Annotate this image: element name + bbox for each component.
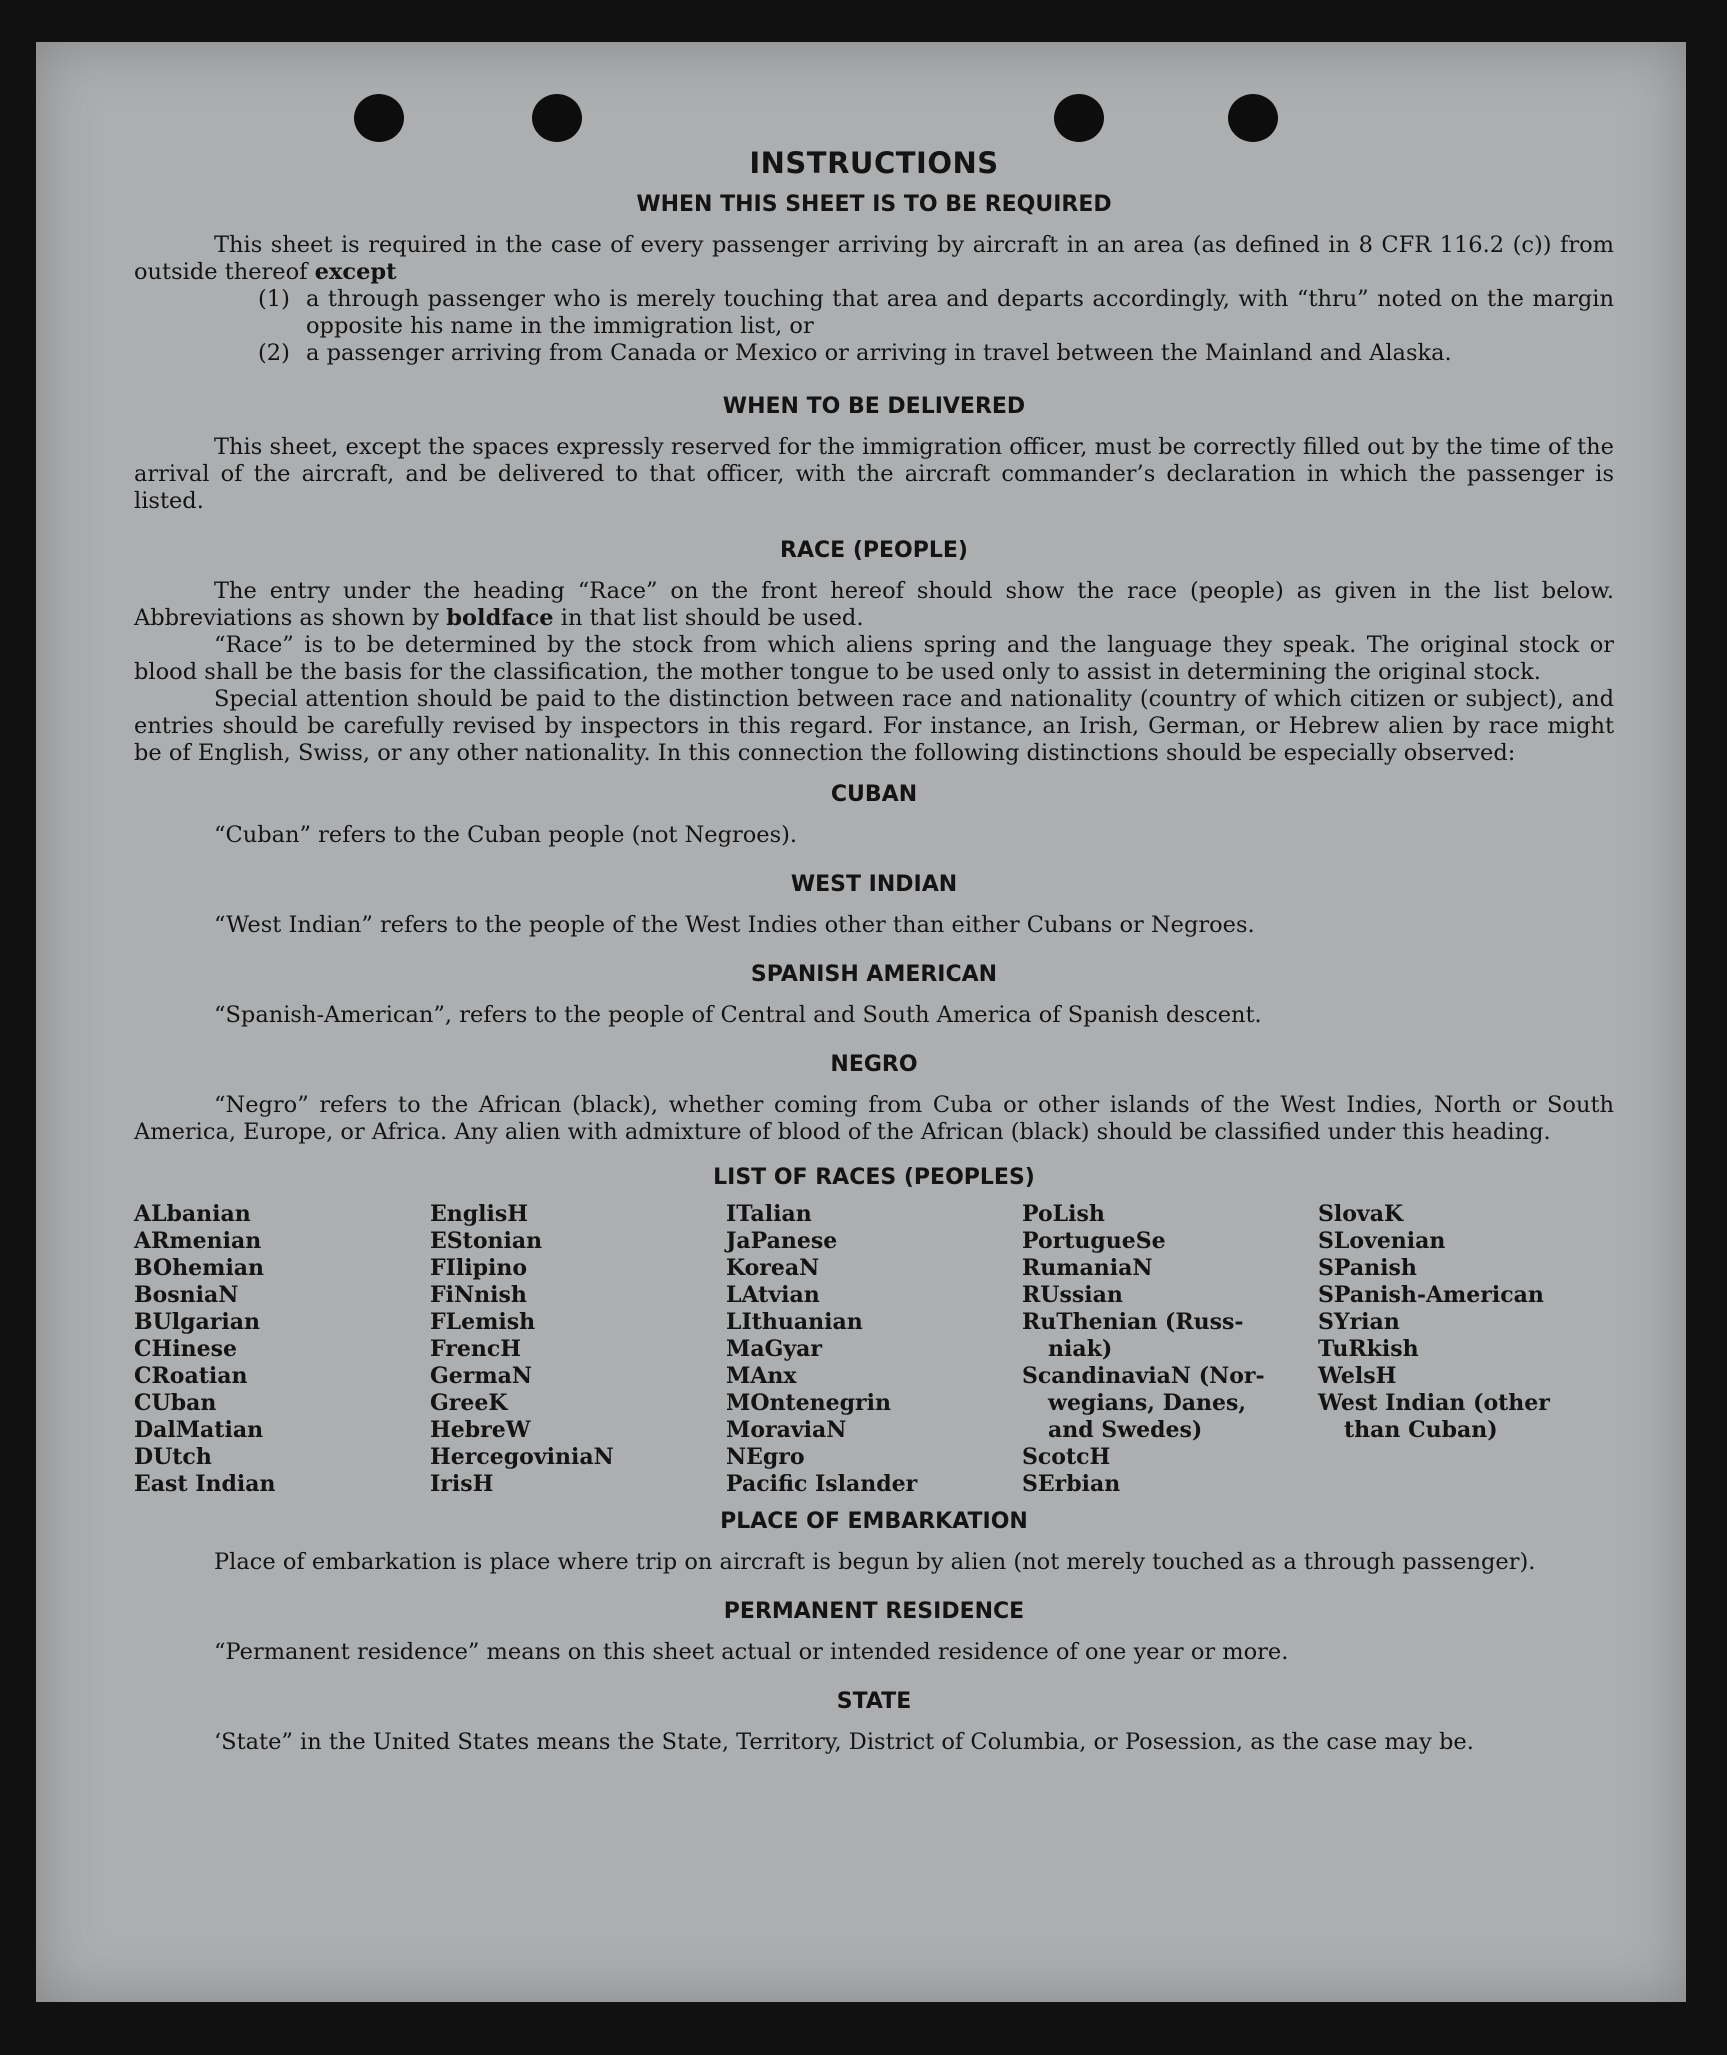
race-entry: GermaN: [430, 1363, 533, 1389]
race-entry: SPanish: [1318, 1255, 1417, 1281]
races-column-2: [430, 1201, 726, 1498]
race-entry: MaGyar: [726, 1336, 823, 1362]
race-entry: WelsH: [1318, 1363, 1397, 1389]
list-item: [258, 286, 1614, 340]
document-sheet: [36, 42, 1686, 2002]
race-entry: BOhemian: [134, 1255, 265, 1281]
race-entry: FLemish: [430, 1309, 536, 1335]
west-indian-text: “West Indian” refers to the people of the West Indies other than either Cubans or Negroes.: [214, 912, 1255, 938]
section-heading-spanish-american: SPANISH AMERICAN: [750, 962, 998, 987]
race-entry: CRoatian: [134, 1363, 248, 1389]
race-entry: KoreaN: [726, 1255, 820, 1281]
punch-hole: [354, 94, 404, 142]
race-entry: SLovenian: [1318, 1228, 1446, 1254]
race-entry: MoraviaN: [726, 1417, 847, 1443]
document-body: [134, 146, 1614, 1756]
race-entry: FrencH: [430, 1336, 521, 1362]
race-paragraph-2: “Race” is to be determined by the stock from which aliens spring and the language they speak. The original stock or blood shall be the basis for the classification, the mother tongue to be used only to assist in determining the original stock.: [134, 632, 1614, 685]
race-entry: FiNnish: [430, 1282, 527, 1308]
race-entry: RUssian: [1022, 1282, 1123, 1308]
races-column-1: [134, 1201, 430, 1498]
race-entry: ScotcH: [1022, 1444, 1111, 1470]
item-text: a passenger arriving from Canada or Mexico or arriving in travel between the Mainland and Alaska.: [306, 340, 1452, 366]
race-entry: DalMatian: [134, 1417, 264, 1443]
page-title: INSTRUCTIONS: [749, 146, 999, 180]
race-entry: HebreW: [430, 1417, 531, 1443]
required-intro-text: This sheet is required in the case of every passenger arriving by aircraft in an area (as defined in 8 CFR 116.2 (c)) from outside thereof: [134, 232, 1614, 285]
section-heading-west-indian: WEST INDIAN: [790, 872, 958, 897]
race-entry: TuRkish: [1318, 1336, 1419, 1362]
cuban-text: “Cuban” refers to the Cuban people (not Negroes).: [214, 822, 798, 848]
punch-hole: [532, 94, 582, 142]
spanish-american-text: “Spanish-American”, refers to the people of Central and South America of Spanish descent.: [214, 1002, 1262, 1028]
race-entry: SErbian: [1022, 1471, 1121, 1497]
race-entry: East Indian: [134, 1471, 276, 1497]
race-entry: RuThenian (Russ-: [1022, 1309, 1244, 1335]
delivered-text: This sheet, except the spaces expressly reserved for the immigration officer, must be correctly filled out by the time of the arrival of the aircraft, and be delivered to that officer, with the aircraft commander’s declaration in which the passenger is listed.: [134, 434, 1614, 514]
race-entry: CUban: [134, 1390, 217, 1416]
race-entry: West Indian (other: [1318, 1390, 1550, 1416]
punch-hole: [1054, 94, 1104, 142]
item-text: a through passenger who is merely touching that area and departs accordingly, with “thru” noted on the margin opposite his name in the immigration list, or: [306, 286, 1614, 339]
section-heading-negro: NEGRO: [830, 1052, 918, 1077]
race-entry: ScandinaviaN (Nor-: [1022, 1363, 1265, 1389]
section-heading-delivered: WHEN TO BE DELIVERED: [722, 394, 1026, 419]
race-entry: EnglisH: [430, 1201, 529, 1227]
race-entry: RumaniaN: [1022, 1255, 1153, 1281]
races-column-3: [726, 1201, 1022, 1498]
race-entry: FIlipino: [430, 1255, 528, 1281]
residence-text: “Permanent residence” means on this sheet actual or intended residence of one year or more.: [214, 1639, 1289, 1665]
race-paragraph-1: [134, 578, 1614, 632]
section-heading-races: LIST OF RACES (PEOPLES): [713, 1165, 1035, 1190]
required-intro: [134, 232, 1614, 286]
section-heading-residence: PERMANENT RESIDENCE: [723, 1599, 1025, 1624]
punch-hole: [1228, 94, 1278, 142]
races-column-4: [1022, 1201, 1318, 1498]
exceptions-list: [258, 286, 1614, 367]
race-entry: IrisH: [430, 1471, 494, 1497]
race-entry-continued: and Swedes): [1048, 1417, 1203, 1443]
race-entry: EStonian: [430, 1228, 543, 1254]
race-entry: SYrian: [1318, 1309, 1400, 1335]
race-entry: BUlgarian: [134, 1309, 260, 1335]
race-entry: LIthuanian: [726, 1309, 863, 1335]
negro-text: “Negro” refers to the African (black), whether coming from Cuba or other islands of the West Indies, North or South America, Europe, or Africa. Any alien with admixture of blood of the African (black) should be classified under this heading.: [134, 1092, 1614, 1145]
section-heading-race: RACE (PEOPLE): [780, 538, 968, 563]
race-entry: ITalian: [726, 1201, 812, 1227]
race-entry: DUtch: [134, 1444, 212, 1470]
race-entry: ALbanian: [134, 1201, 251, 1227]
race-entry: MAnx: [726, 1363, 797, 1389]
item-number: (2): [258, 340, 290, 366]
race-entry: SPanish-American: [1318, 1282, 1544, 1308]
race-p1-text: The entry under the heading “Race” on the front hereof should show the race (people) as given in the list below. Abbreviations as shown by: [134, 578, 1614, 631]
race-entry: CHinese: [134, 1336, 238, 1362]
section-heading-required: WHEN THIS SHEET IS TO BE REQUIRED: [636, 192, 1112, 217]
race-p1-boldface: boldface: [446, 605, 554, 631]
race-entry-continued: wegians, Danes,: [1048, 1390, 1246, 1416]
race-entry: BosniaN: [134, 1282, 239, 1308]
race-entry: PoLish: [1022, 1201, 1105, 1227]
race-entry: MOntenegrin: [726, 1390, 891, 1416]
race-entry: GreeK: [430, 1390, 508, 1416]
race-entry: Pacific Islander: [726, 1471, 918, 1497]
section-heading-embarkation: PLACE OF EMBARKATION: [720, 1509, 1028, 1534]
race-entry: ARmenian: [134, 1228, 262, 1254]
race-entry: PortugueSe: [1022, 1228, 1166, 1254]
race-entry: LAtvian: [726, 1282, 820, 1308]
race-entry: NEgro: [726, 1444, 805, 1470]
embarkation-text: Place of embarkation is place where trip on aircraft is begun by alien (not merely touched as a through passenger).: [214, 1549, 1536, 1575]
race-paragraph-3: Special attention should be paid to the distinction between race and nationality (country of which citizen or subject), and entries should be carefully revised by inspectors in this regard. For instance, an Irish, German, or Hebrew alien by race might be of English, Swiss, or any other nationality. In this connection the following distinctions should be especially observed:: [134, 686, 1614, 766]
list-item: [258, 340, 1614, 367]
races-list: [134, 1201, 1614, 1498]
section-heading-state: STATE: [836, 1689, 912, 1714]
race-entry-continued: niak): [1048, 1336, 1113, 1362]
races-column-5: [1318, 1201, 1614, 1498]
race-p1-text-end: in that list should be used.: [560, 605, 864, 631]
item-number: (1): [258, 286, 290, 312]
race-entry: HercegoviniaN: [430, 1444, 614, 1470]
section-heading-cuban: CUBAN: [830, 782, 918, 807]
required-intro-except: except: [314, 259, 397, 285]
race-entry-continued: than Cuban): [1344, 1417, 1498, 1443]
race-entry: JaPanese: [726, 1228, 838, 1254]
race-entry: SlovaK: [1318, 1201, 1404, 1227]
state-text: ‘State” in the United States means the State, Territory, District of Columbia, or Posession, as the case may be.: [214, 1729, 1474, 1755]
